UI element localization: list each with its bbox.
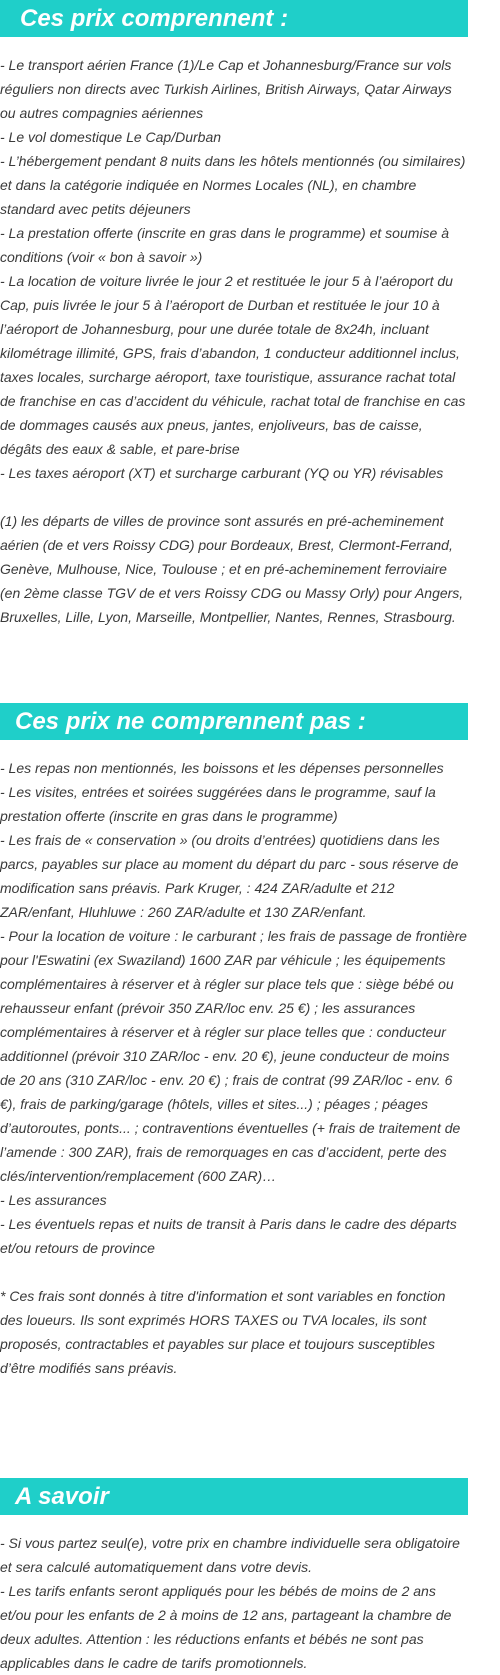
excluded-section [0,703,468,1380]
included-item: - Le transport aérien France (1)/Le Cap et Johannesburg/France sur vols réguliers non directs avec Turkish Airlines, British Airways, Qatar Airways ou autres compagnies aériennes [0,57,452,121]
to-know-title: A savoir [0,1478,468,1515]
excluded-content [0,756,468,1380]
excluded-item: - Les repas non mentionnés, les boissons et les dépenses personnelles [0,760,444,776]
included-content [0,53,468,629]
spacer [0,1260,468,1284]
to-know-item: - Les tarifs enfants seront appliqués pour les bébés de moins de 2 ans et/ou pour les enfants de 2 à moins de 12 ans, partageant la chambre de deux adultes. Attention : les réductions enfants et bébés ne sont pas applicables dans le cadre de tarifs promotionnels. [0,1583,452,1671]
spacer [0,485,468,509]
included-section [0,0,468,629]
included-item: - Le vol domestique Le Cap/Durban [0,129,222,145]
excluded-item: - Les éventuels repas et nuits de transit à Paris dans le cadre des départs et/ou retours de province [0,1216,457,1256]
to-know-content [0,1531,468,1675]
included-footnote: (1) les départs de villes de province sont assurés en pré-acheminement aérien (de et vers Roissy CDG) pour Bordeaux, Brest, Clermont-Ferrand, Genève, Mulhouse, Nice, Toulouse ; et en pré-acheminement ferroviaire (en 2ème classe TGV de et vers Roissy CDG ou Massy Orly) pour Angers, Bruxelles, Lille, Lyon, Marseille, Montpellier, Nantes, Rennes, Strasbourg. [0,513,464,625]
included-title: Ces prix comprennent : [0,0,468,37]
excluded-footnote: * Ces frais sont donnés à titre d'information et sont variables en fonction des loueurs. Ils sont exprimés HORS TAXES ou TVA locales, ils sont proposés, contractables et payables sur place et toujours susceptibles d’être modifiés sans préavis. [0,1288,446,1376]
included-item: - Les taxes aéroport (XT) et surcharge carburant (YQ ou YR) révisables [0,465,444,481]
excluded-item: - Les visites, entrées et soirées suggérées dans le programme, sauf la prestation offerte (inscrite en gras dans le programme) [0,784,436,824]
included-item: - L’hébergement pendant 8 nuits dans les hôtels mentionnés (ou similaires) et dans la catégorie indiquée en Normes Locales (NL), en chambre standard avec petits déjeuners [0,153,466,217]
excluded-item: - Les frais de « conservation » (ou droits d’entrées) quotidiens dans les parcs, payables sur place au moment du départ du parc - sous réserve de modification sans préavis. Park Kruger, : 424 ZAR/adulte et 212 ZAR/enfant, Hluhluwe : 260 ZAR/adulte et 130 ZAR/enfant. [0,832,459,920]
to-know-section [0,1478,468,1675]
included-item: - La prestation offerte (inscrite en gras dans le programme) et soumise à conditions (voir « bon à savoir ») [0,225,449,265]
included-item: - La location de voiture livrée le jour 2 et restituée le jour 5 à l’aéroport du Cap, puis livrée le jour 5 à l’aéroport de Durban et restituée le jour 10 à l’aéroport de Johannesburg, pour une durée totale de 8x24h, incluant kilométrage illimité, GPS, frais d’abandon, 1 conducteur additionnel inclus, taxes locales, surcharge aéroport, taxe touristique, assurance rachat total de franchise en cas d’accident du véhicule, rachat total de franchise en cas de dommages causés aux pneus, jantes, enjoliveurs, bas de caisse, dégâts des eaux & sable, et pare-brise [0,273,466,457]
excluded-title: Ces prix ne comprennent pas : [0,703,468,740]
to-know-item: - Si vous partez seul(e), votre prix en chambre individuelle sera obligatoire et sera calculé automatiquement dans votre devis. [0,1535,460,1575]
excluded-item: - Les assurances [0,1192,107,1208]
excluded-item: - Pour la location de voiture : le carburant ; les frais de passage de frontière pour l'Eswatini (ex Swaziland) 1600 ZAR par véhicule ; les équipements complémentaires à réserver et à régler sur place tels que : siège bébé ou rehausseur enfant (prévoir 350 ZAR/loc env. 25 €) ; les assurances complémentaires à réserver et à régler sur place telles que : conducteur additionnel (prévoir 310 ZAR/loc - env. 20 €), jeune conducteur de moins de 20 ans (310 ZAR/loc - env. 20 €) ; frais de contrat (99 ZAR/loc - env. 6 €), frais de parking/garage (hôtels, villes et sites...) ; péages ; péages d’autoroutes, ponts... ; contraventions éventuelles (+ frais de traitement de l’amende : 300 ZAR), frais de remorquages en cas d’accident, perte des clés/intervention/remplacement (600 ZAR)… [0,928,467,1184]
